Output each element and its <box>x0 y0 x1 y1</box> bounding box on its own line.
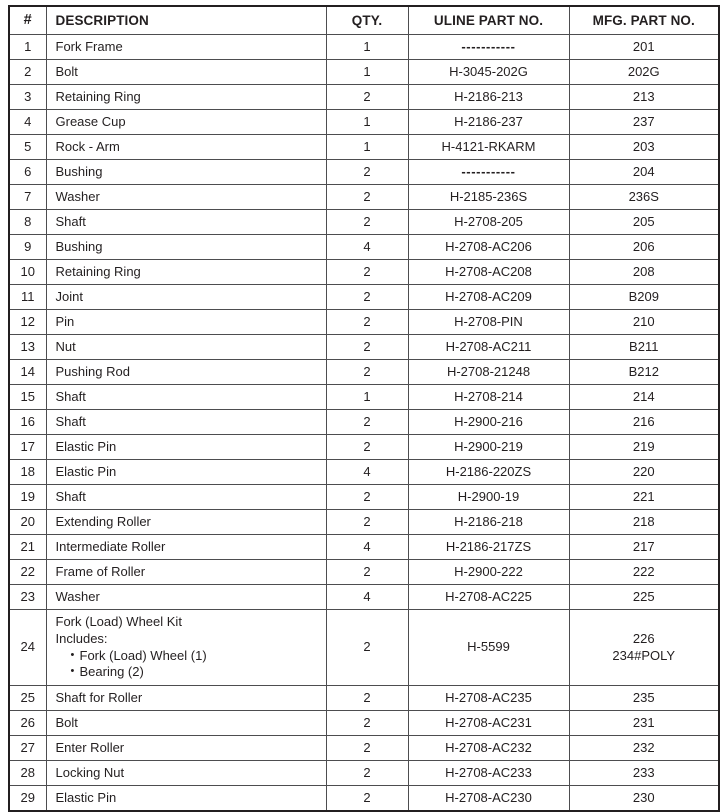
cell-mfg-part-number: 230 <box>569 786 719 812</box>
cell-quantity: 4 <box>326 535 408 560</box>
cell-description: Joint <box>46 285 326 310</box>
table-row <box>9 360 719 385</box>
cell-item-number: 15 <box>9 385 46 410</box>
cell-mfg-part-number: 225 <box>569 585 719 610</box>
cell-item-number: 23 <box>9 585 46 610</box>
cell-quantity: 2 <box>326 335 408 360</box>
cell-item-number: 9 <box>9 235 46 260</box>
cell-item-number: 12 <box>9 310 46 335</box>
cell-mfg-part-number: 214 <box>569 385 719 410</box>
column-header-qty: QTY. <box>326 6 408 35</box>
cell-uline-part-number: H-2186-218 <box>408 510 569 535</box>
table-row <box>9 711 719 736</box>
cell-mfg-part-number <box>569 610 719 686</box>
description-includes-item: • Fork (Load) Wheel (1) <box>71 648 326 665</box>
table-row <box>9 160 719 185</box>
table-row <box>9 560 719 585</box>
cell-description: Shaft <box>46 385 326 410</box>
table-row <box>9 460 719 485</box>
cell-item-number: 14 <box>9 360 46 385</box>
column-header-description: DESCRIPTION <box>46 6 326 35</box>
cell-description: Retaining Ring <box>46 260 326 285</box>
cell-item-number: 13 <box>9 335 46 360</box>
table-row <box>9 260 719 285</box>
column-header-uline-part: ULINE PART NO. <box>408 6 569 35</box>
cell-quantity: 2 <box>326 85 408 110</box>
cell-quantity: 2 <box>326 210 408 235</box>
table-row <box>9 35 719 60</box>
cell-item-number: 22 <box>9 560 46 585</box>
cell-quantity: 2 <box>326 310 408 335</box>
cell-quantity: 2 <box>326 285 408 310</box>
cell-uline-part-number: H-2186-213 <box>408 85 569 110</box>
cell-quantity: 2 <box>326 786 408 812</box>
cell-quantity: 4 <box>326 585 408 610</box>
table-row <box>9 686 719 711</box>
table-body <box>9 35 719 812</box>
cell-uline-part-number: H-2708-PIN <box>408 310 569 335</box>
cell-mfg-part-number: 203 <box>569 135 719 160</box>
cell-description: Elastic Pin <box>46 435 326 460</box>
cell-mfg-part-number: B212 <box>569 360 719 385</box>
cell-uline-part-number: H-2900-222 <box>408 560 569 585</box>
cell-uline-part-number: H-2708-214 <box>408 385 569 410</box>
cell-quantity: 4 <box>326 235 408 260</box>
cell-item-number: 6 <box>9 160 46 185</box>
description-includes-list <box>56 648 326 681</box>
cell-item-number: 21 <box>9 535 46 560</box>
description-includes-item: • Bearing (2) <box>71 664 326 681</box>
cell-mfg-part-number: 220 <box>569 460 719 485</box>
cell-item-number: 17 <box>9 435 46 460</box>
cell-uline-part-number: H-2708-AC235 <box>408 686 569 711</box>
cell-uline-part-number: H-2708-AC231 <box>408 711 569 736</box>
column-header-number: # <box>9 6 46 35</box>
description-kit-title: Fork (Load) Wheel Kit <box>55 614 182 630</box>
table-row <box>9 385 719 410</box>
cell-description: Shaft <box>46 485 326 510</box>
cell-item-number: 24 <box>9 610 46 686</box>
table-row <box>9 485 719 510</box>
table-row <box>9 761 719 786</box>
cell-item-number: 18 <box>9 460 46 485</box>
cell-description: Retaining Ring <box>46 85 326 110</box>
cell-item-number: 20 <box>9 510 46 535</box>
cell-quantity: 2 <box>326 610 408 686</box>
table-row <box>9 60 719 85</box>
table-header-row <box>9 6 719 35</box>
cell-mfg-part-number: B211 <box>569 335 719 360</box>
cell-uline-part-number: H-2186-217ZS <box>408 535 569 560</box>
table-row <box>9 736 719 761</box>
table-header <box>9 6 719 35</box>
cell-mfg-part-number: 233 <box>569 761 719 786</box>
cell-uline-part-number: H-4121-RKARM <box>408 135 569 160</box>
cell-uline-part-number: H-2900-219 <box>408 435 569 460</box>
cell-item-number: 3 <box>9 85 46 110</box>
cell-item-number: 11 <box>9 285 46 310</box>
cell-uline-part-number: H-5599 <box>408 610 569 686</box>
cell-quantity: 1 <box>326 35 408 60</box>
cell-mfg-part-number: 201 <box>569 35 719 60</box>
cell-quantity: 2 <box>326 435 408 460</box>
cell-item-number: 2 <box>9 60 46 85</box>
cell-mfg-part-number: 206 <box>569 235 719 260</box>
cell-description: Pushing Rod <box>46 360 326 385</box>
description-includes-label: Includes: <box>55 630 108 646</box>
cell-description: Shaft <box>46 410 326 435</box>
mfg-part-number-line: 234#POLY <box>612 647 676 663</box>
table-row <box>9 585 719 610</box>
cell-mfg-part-number: 236S <box>569 185 719 210</box>
cell-mfg-part-number: 218 <box>569 510 719 535</box>
cell-uline-part-number: H-2708-AC209 <box>408 285 569 310</box>
cell-quantity: 2 <box>326 485 408 510</box>
table-row <box>9 410 719 435</box>
cell-mfg-part-number: 205 <box>569 210 719 235</box>
cell-uline-part-number: H-2708-AC233 <box>408 761 569 786</box>
cell-description: Washer <box>46 185 326 210</box>
cell-uline-part-number: H-2186-220ZS <box>408 460 569 485</box>
cell-uline-part-number: H-2708-AC225 <box>408 585 569 610</box>
cell-quantity: 2 <box>326 360 408 385</box>
cell-mfg-part-number: 222 <box>569 560 719 585</box>
table-row <box>9 135 719 160</box>
cell-item-number: 5 <box>9 135 46 160</box>
cell-description: Locking Nut <box>46 761 326 786</box>
cell-quantity: 4 <box>326 460 408 485</box>
cell-mfg-part-number: 237 <box>569 110 719 135</box>
cell-description: Bushing <box>46 235 326 260</box>
cell-uline-part-number: H-2708-AC230 <box>408 786 569 812</box>
cell-item-number: 19 <box>9 485 46 510</box>
cell-item-number: 1 <box>9 35 46 60</box>
cell-description: Shaft <box>46 210 326 235</box>
placeholder-dashes: ----------- <box>461 38 516 54</box>
cell-item-number: 28 <box>9 761 46 786</box>
parts-list-table <box>8 5 720 812</box>
table-row <box>9 85 719 110</box>
cell-quantity: 2 <box>326 410 408 435</box>
cell-mfg-part-number: 204 <box>569 160 719 185</box>
cell-mfg-part-number: B209 <box>569 285 719 310</box>
description-kit-block <box>56 614 326 681</box>
table-row <box>9 285 719 310</box>
cell-description: Bolt <box>46 711 326 736</box>
cell-mfg-part-number: 208 <box>569 260 719 285</box>
cell-uline-part-number: H-2186-237 <box>408 110 569 135</box>
cell-description <box>46 610 326 686</box>
cell-uline-part-number: H-2708-AC211 <box>408 335 569 360</box>
cell-mfg-part-number: 235 <box>569 686 719 711</box>
cell-description: Enter Roller <box>46 736 326 761</box>
cell-description: Shaft for Roller <box>46 686 326 711</box>
cell-item-number: 25 <box>9 686 46 711</box>
cell-item-number: 27 <box>9 736 46 761</box>
cell-mfg-part-number: 216 <box>569 410 719 435</box>
cell-uline-part-number: H-3045-202G <box>408 60 569 85</box>
table-row <box>9 786 719 812</box>
cell-uline-part-number: H-2900-216 <box>408 410 569 435</box>
cell-uline-part-number: H-2708-AC208 <box>408 260 569 285</box>
cell-description: Pin <box>46 310 326 335</box>
cell-mfg-part-number: 219 <box>569 435 719 460</box>
cell-quantity: 2 <box>326 761 408 786</box>
cell-item-number: 16 <box>9 410 46 435</box>
cell-description: Grease Cup <box>46 110 326 135</box>
table-row <box>9 185 719 210</box>
table-row <box>9 435 719 460</box>
table-row <box>9 610 719 686</box>
cell-mfg-part-number: 213 <box>569 85 719 110</box>
table-row <box>9 535 719 560</box>
cell-description: Bolt <box>46 60 326 85</box>
mfg-part-number-line: 226 <box>632 630 655 646</box>
column-header-mfg-part: MFG. PART NO. <box>569 6 719 35</box>
cell-description: Fork Frame <box>46 35 326 60</box>
cell-uline-part-number: H-2708-AC206 <box>408 235 569 260</box>
cell-item-number: 29 <box>9 786 46 812</box>
cell-quantity: 2 <box>326 260 408 285</box>
cell-uline-part-number <box>408 160 569 185</box>
cell-quantity: 2 <box>326 686 408 711</box>
cell-mfg-part-number: 221 <box>569 485 719 510</box>
cell-uline-part-number: H-2708-205 <box>408 210 569 235</box>
table-row <box>9 110 719 135</box>
cell-uline-part-number: H-2708-21248 <box>408 360 569 385</box>
cell-description: Bushing <box>46 160 326 185</box>
parts-table-container <box>8 5 718 812</box>
cell-description: Extending Roller <box>46 510 326 535</box>
placeholder-dashes: ----------- <box>461 163 516 179</box>
cell-description: Frame of Roller <box>46 560 326 585</box>
cell-uline-part-number: H-2900-19 <box>408 485 569 510</box>
cell-mfg-part-number: 210 <box>569 310 719 335</box>
cell-mfg-part-number: 231 <box>569 711 719 736</box>
cell-description: Nut <box>46 335 326 360</box>
table-row <box>9 210 719 235</box>
cell-quantity: 2 <box>326 560 408 585</box>
cell-uline-part-number: H-2708-AC232 <box>408 736 569 761</box>
cell-item-number: 4 <box>9 110 46 135</box>
cell-quantity: 1 <box>326 110 408 135</box>
cell-description: Elastic Pin <box>46 460 326 485</box>
cell-quantity: 2 <box>326 736 408 761</box>
table-row <box>9 510 719 535</box>
cell-mfg-part-number: 217 <box>569 535 719 560</box>
cell-item-number: 8 <box>9 210 46 235</box>
cell-uline-part-number <box>408 35 569 60</box>
cell-description: Washer <box>46 585 326 610</box>
cell-quantity: 1 <box>326 135 408 160</box>
cell-quantity: 2 <box>326 711 408 736</box>
cell-quantity: 2 <box>326 185 408 210</box>
cell-mfg-part-number: 202G <box>569 60 719 85</box>
cell-item-number: 10 <box>9 260 46 285</box>
cell-description: Elastic Pin <box>46 786 326 812</box>
table-row <box>9 335 719 360</box>
cell-quantity: 2 <box>326 510 408 535</box>
cell-quantity: 1 <box>326 385 408 410</box>
cell-item-number: 7 <box>9 185 46 210</box>
cell-description: Intermediate Roller <box>46 535 326 560</box>
table-row <box>9 235 719 260</box>
cell-uline-part-number: H-2185-236S <box>408 185 569 210</box>
cell-item-number: 26 <box>9 711 46 736</box>
cell-mfg-part-number: 232 <box>569 736 719 761</box>
cell-description: Rock - Arm <box>46 135 326 160</box>
cell-quantity: 1 <box>326 60 408 85</box>
cell-quantity: 2 <box>326 160 408 185</box>
table-row <box>9 310 719 335</box>
